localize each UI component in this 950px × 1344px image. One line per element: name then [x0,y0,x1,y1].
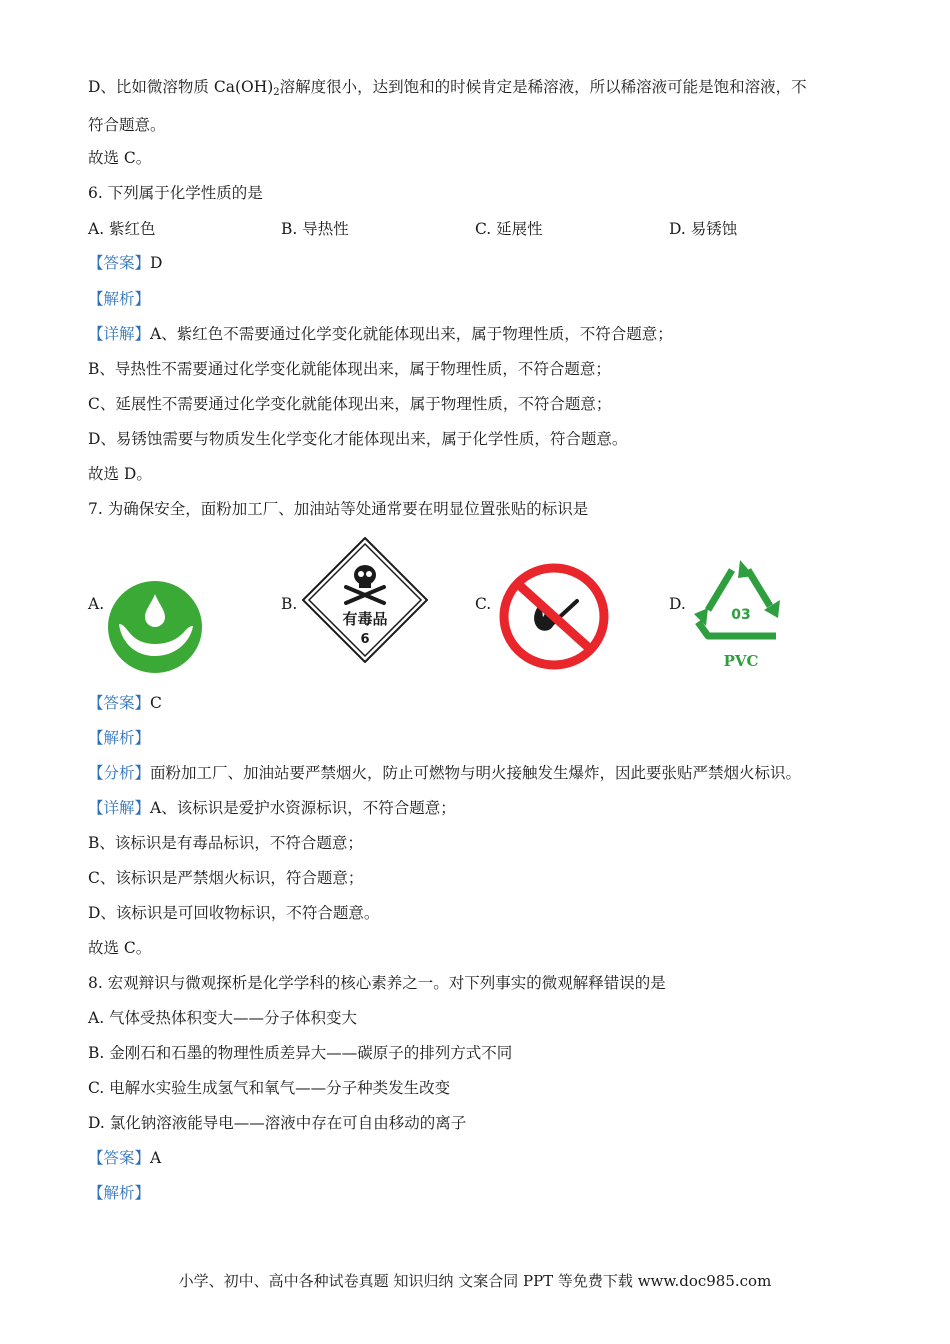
q6-conclusion: 故选 D。 [88,465,152,483]
toxic-sign-text: 有毒品 [342,610,388,628]
q6-detail-b: B、导热性不需要通过化学变化就能体现出来，属于物理性质，不符合题意； [88,360,611,378]
recycle-label: PVC [723,652,759,670]
no-fire-sign-icon [499,563,609,670]
q8-option-b: B. 金刚石和石墨的物理性质差异大——碳原子的排列方式不同 [88,1044,513,1062]
q7-summary: 【分析】面粉加工厂、加油站要严禁烟火，防止可燃物与明火接触发生爆炸，因此要张贴严禁烟火标识。 [88,764,802,782]
q6-option-b: B. 导热性 [281,220,349,238]
toxic-sign-number: 6 [360,632,370,647]
q7-answer: 【答案】C [88,694,162,712]
q7-analysis-tag: 【解析】 [88,729,151,747]
q7-option-a-label: A. [88,595,105,613]
q5-option-d-line1: D、比如微溶物质 $Ca(OH)_2$溶解度很小，达到饱和的时候肯定是稀溶液，所以稀溶液可能是饱和溶液，不 [88,78,807,98]
q7-detail-d: D、该标识是可回收物标识，不符合题意。 [88,904,380,922]
q7-conclusion: 故选 C。 [88,939,152,957]
q5-option-d-line2: 符合题意。 [88,116,166,134]
q7-detail-c: C、该标识是严禁烟火标识，符合题意； [88,869,364,887]
q7-option-d-label: D. [669,595,686,613]
q7-option-b-label: B. [281,595,298,613]
q8-analysis-tag: 【解析】 [88,1184,151,1202]
q8-option-c: C. 电解水实验生成氢气和氧气——分子种类发生改变 [88,1079,451,1097]
q8-answer: 【答案】A [88,1149,162,1167]
q6-question: 6. 下列属于化学性质的是 [88,184,263,202]
q8-option-d: D. 氯化钠溶液能导电——溶液中存在可自由移动的离子 [88,1114,467,1132]
q8-option-a: A. 气体受热体积变大——分子体积变大 [88,1009,358,1027]
page-footer: 小学、初中、高中各种试卷真题 知识归纳 文案合同 PPT 等免费下载 www.doc985.com [178,1272,772,1290]
q6-detail-c: C、延展性不需要通过化学变化就能体现出来，属于物理性质，不符合题意； [88,395,612,413]
q6-answer: 【答案】D [88,254,163,272]
q7-option-c-label: C. [475,595,492,613]
q6-option-d: D. 易锈蚀 [669,220,738,238]
recycle-number: 03 [731,607,751,623]
q8-question: 8. 宏观辩识与微观探析是化学学科的核心素养之一。对下列事实的微观解释错误的是 [88,974,666,992]
recycle-pvc-sign-icon [688,556,794,674]
q7-question: 7. 为确保安全，面粉加工厂、加油站等处通常要在明显位置张贴的标识是 [88,500,589,518]
toxic-substance-sign-icon [302,537,428,663]
q6-detail-a: 【详解】A、紫红色不需要通过化学变化就能体现出来，属于物理性质，不符合题意； [88,325,673,343]
q7-detail-b: B、该标识是有毒品标识，不符合题意； [88,834,363,852]
q6-detail-d: D、易锈蚀需要与物质发生化学变化才能体现出来，属于化学性质，符合题意。 [88,430,628,448]
q6-option-a: A. 紫红色 [88,220,156,238]
q7-detail-a: 【详解】A、该标识是爱护水资源标识，不符合题意； [88,799,456,817]
water-conservation-sign-icon [107,580,203,674]
q6-options [88,217,868,239]
q6-analysis-tag: 【解析】 [88,290,151,308]
q5-conclusion: 故选 C。 [88,149,152,167]
q6-option-c: C. 延展性 [475,220,543,238]
